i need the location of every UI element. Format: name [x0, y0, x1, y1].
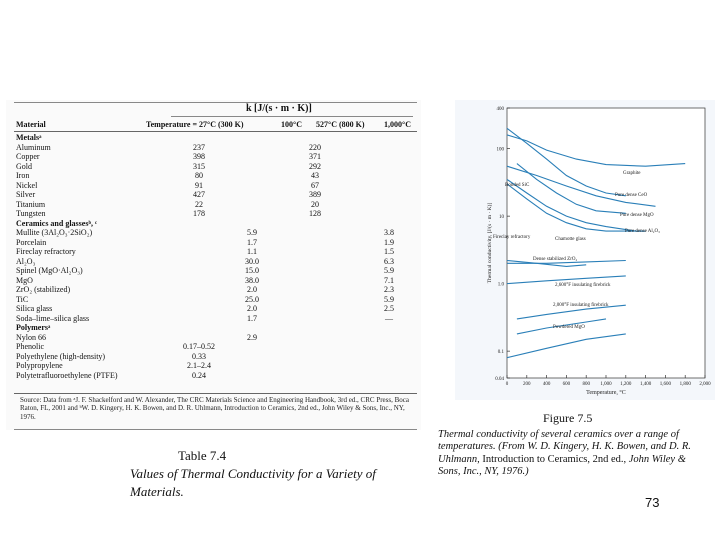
table-section-row: [14, 219, 417, 229]
material-name: Titanium: [16, 199, 46, 209]
material-name: Gold: [16, 161, 32, 171]
material-name: Iron: [16, 171, 30, 180]
section-heading: Ceramics and glassesᵇ, ᶜ: [16, 218, 98, 228]
material-name: MgO: [16, 275, 33, 285]
table-cell-v4: —: [385, 313, 393, 323]
figure-caption-book-title: Introduction to Ceramics, 2nd ed.,: [482, 453, 627, 465]
table-row: [14, 257, 417, 267]
y-tick-label: 0.1: [497, 350, 504, 356]
col-material-header: Material: [16, 120, 46, 129]
material-name: TiC: [16, 294, 29, 304]
material-name: Polytetrafluoroethylene (PTFE): [16, 370, 118, 380]
table-cell-v3: 292: [309, 161, 321, 171]
curve-label: Fireclay refractory: [493, 235, 531, 240]
table-row: [14, 190, 417, 200]
table-cell-v3: 128: [309, 209, 321, 218]
x-tick-label: 2,000: [699, 382, 711, 387]
table-row: [14, 285, 417, 295]
curve-label: Powdered MgO: [553, 325, 585, 330]
table-cell-v1: 178: [193, 209, 205, 218]
page-number: 73: [645, 495, 660, 510]
table-cell-v2: 1.7: [247, 313, 257, 323]
table-caption-number: Table 7.4: [178, 448, 227, 463]
table-cell-v2: 38.0: [245, 275, 259, 285]
table-cell-v3: 43: [311, 171, 319, 180]
material-name: Soda–lime–silica glass: [16, 313, 90, 323]
table-row: [14, 333, 417, 343]
table-cell-v4: 5.9: [384, 294, 394, 304]
plot-area: [507, 108, 705, 378]
material-name: Nylon 66: [16, 332, 46, 342]
table-row: [14, 209, 417, 219]
material-name: Polypropylene: [16, 361, 63, 370]
table-row: [14, 304, 417, 314]
table-cell-v2: 2.9: [247, 332, 257, 342]
y-axis-label: Thermal conductivity, [J/(s · m · K)]: [487, 202, 493, 284]
table-cell-v4: 2.3: [384, 285, 394, 294]
curve-label: Chamotte glass: [555, 237, 586, 242]
figure-caption: [438, 412, 708, 479]
table-row: [14, 228, 417, 238]
curve-label: 2,600°F insulating firebrick: [555, 283, 611, 288]
curve-label: Dense stabilized ZrO₂: [533, 257, 578, 262]
material-name: Polyethylene (high-density): [16, 351, 106, 361]
x-tick-label: 1,400: [639, 382, 652, 387]
curve-label: Graphite: [623, 171, 641, 176]
x-tick-label: 200: [523, 382, 531, 387]
table-cell-v1: 0.33: [192, 351, 206, 361]
table-row: [14, 181, 417, 191]
table-bottom-rule: [14, 429, 417, 430]
table-cell-v4: 1.9: [384, 237, 394, 247]
table-top-rule: [14, 102, 417, 121]
table-row: [14, 171, 417, 181]
table-cell-v1: 398: [193, 152, 205, 161]
material-name: Silica glass: [16, 304, 53, 313]
table-cell-v2: 2.0: [247, 304, 257, 313]
chart-svg: [455, 100, 715, 400]
table-cell-v2: 15.0: [245, 266, 259, 275]
y-tick-label: 400: [496, 107, 504, 112]
k-header-rule: [171, 116, 413, 117]
table-section-row: [14, 133, 417, 143]
table-row: [14, 352, 417, 362]
curve-label: Pure dense Al₂O₃: [625, 229, 660, 234]
x-tick-label: 600: [562, 382, 571, 387]
table-row: [14, 276, 417, 286]
table-cell-v4: 2.5: [384, 304, 394, 313]
material-name: Porcelain: [16, 237, 47, 247]
col-527-header: 527°C (800 K): [316, 120, 365, 129]
material-name: Phenolic: [16, 342, 44, 351]
table-caption: [130, 447, 380, 501]
curve-label: Bonded SiC: [505, 183, 530, 188]
material-name: Copper: [16, 152, 40, 161]
table-row: [14, 143, 417, 153]
y-tick-label: 1.0: [497, 282, 504, 288]
table-row: [14, 342, 417, 352]
thermal-conductivity-table: [6, 100, 421, 430]
table-row: [14, 238, 417, 248]
table-cell-v1: 91: [195, 180, 203, 190]
section-heading: Metalsᵃ: [16, 133, 42, 142]
table-row: [14, 152, 417, 162]
table-body: [14, 133, 417, 380]
material-name: Tungsten: [16, 209, 46, 218]
thermal-conductivity-chart: [455, 100, 715, 400]
material-name: ZrO₂ (stabilized): [16, 285, 71, 294]
table-cell-v4: 6.3: [384, 256, 394, 266]
table-cell-v2: 2.0: [247, 285, 257, 294]
table-cell-v1: 80: [195, 171, 203, 180]
table-cell-v1: 0.17–0.52: [183, 342, 215, 351]
material-name: Nickel: [16, 180, 38, 190]
curve-label: 2,000°F insulating firebrick: [553, 303, 609, 308]
table-cell-v2: 1.7: [247, 237, 257, 247]
k-units-header: k [J/(s · m · K)]: [246, 103, 312, 114]
x-tick-label: 800: [582, 382, 590, 387]
table-row: [14, 361, 417, 371]
table-cell-v2: 30.0: [245, 256, 259, 266]
table-cell-v4: 3.8: [384, 228, 394, 237]
table-row: [14, 314, 417, 324]
table-cell-v1: 2.1–2.4: [187, 361, 211, 370]
material-name: Mullite (3Al₂O₃·2SiO₂): [16, 228, 93, 237]
table-cell-v3: 220: [309, 142, 321, 152]
figure-caption-text-a: Thermal conductivity of several ceramics over a range of temperatures. (From W. D. Kingery, H. K. Bowen, and D. R. Uhlmann,: [438, 428, 691, 465]
curve-label: Pure dense MgO: [620, 213, 654, 218]
x-tick-label: 1,000: [600, 382, 612, 387]
table-cell-v3: 67: [311, 180, 319, 190]
table-row: [14, 247, 417, 257]
table-source-note: Source: Data from ᵃJ. F. Shackelford and W. Alexander, The CRC Materials Science and Engineering Handbook, 3rd ed., CRC Press, Boca Raton, FL, 2001 and ᵇW. D. Kingery, H. K. Bowen, and D. R. Uhlmann, Introduction to Ceramics, 2nd ed., John Wiley & Sons, Inc., NY, 1976.: [20, 396, 409, 421]
table-footer-rule: [14, 393, 417, 394]
x-tick-label: 0: [505, 382, 509, 387]
section-heading: Polymersᵃ: [16, 323, 51, 332]
table-row: [14, 200, 417, 210]
table-cell-v2: 25.0: [245, 294, 259, 304]
table-cell-v3: 389: [309, 190, 321, 199]
table-cell-v3: 20: [311, 199, 319, 209]
table-cell-v4: 1.5: [384, 247, 394, 256]
x-tick-label: 1,800: [679, 382, 691, 387]
y-tick-label: 0.04: [495, 377, 504, 382]
table-cell-v4: 7.1: [384, 275, 394, 285]
curve-label: Pure dense CeO: [615, 193, 648, 198]
material-name: Spinel (MgO·Al₂O₃): [16, 266, 83, 275]
table-cell-v4: 5.9: [384, 266, 394, 275]
col-100-header: 100°C: [281, 120, 302, 129]
material-name: Fireclay refractory: [16, 247, 76, 256]
material-name: Aluminum: [16, 142, 51, 152]
material-name: Silver: [16, 190, 36, 199]
table-row: [14, 266, 417, 276]
table-row: [14, 162, 417, 172]
table-header-rule: [14, 131, 417, 132]
table-cell-v3: 371: [309, 152, 321, 161]
table-cell-v2: 5.9: [247, 228, 257, 237]
col-temperature-header: Temperature = 27°C (300 K): [146, 120, 244, 129]
figure-caption-number: Figure 7.5: [543, 411, 593, 425]
col-1000-header: 1,000°C: [384, 120, 411, 129]
table-cell-v1: 0.24: [192, 370, 206, 380]
table-row: [14, 371, 417, 381]
x-tick-label: 1,600: [659, 382, 672, 387]
figure-caption-text-c: John Wiley & Sons, Inc., NY, 1976.): [438, 453, 686, 477]
y-tick-label: 10: [499, 215, 504, 221]
table-cell-v1: 237: [193, 142, 205, 152]
table-cell-v2: 1.1: [247, 247, 257, 256]
table-section-row: [14, 323, 417, 333]
x-tick-label: 1,200: [620, 382, 632, 387]
material-name: Al₂O₃: [16, 256, 36, 266]
table-cell-v1: 22: [195, 199, 203, 209]
table-caption-title: Values of Thermal Conductivity for a Variety of Materials.: [130, 466, 376, 499]
figure-caption-text: [438, 429, 708, 479]
x-tick-label: 400: [542, 382, 551, 387]
table-cell-v1: 427: [193, 190, 205, 199]
table-row: [14, 295, 417, 305]
y-tick-label: 100: [496, 147, 504, 153]
x-axis-label: Temperature, °C: [586, 390, 626, 396]
table-cell-v1: 315: [193, 161, 205, 171]
